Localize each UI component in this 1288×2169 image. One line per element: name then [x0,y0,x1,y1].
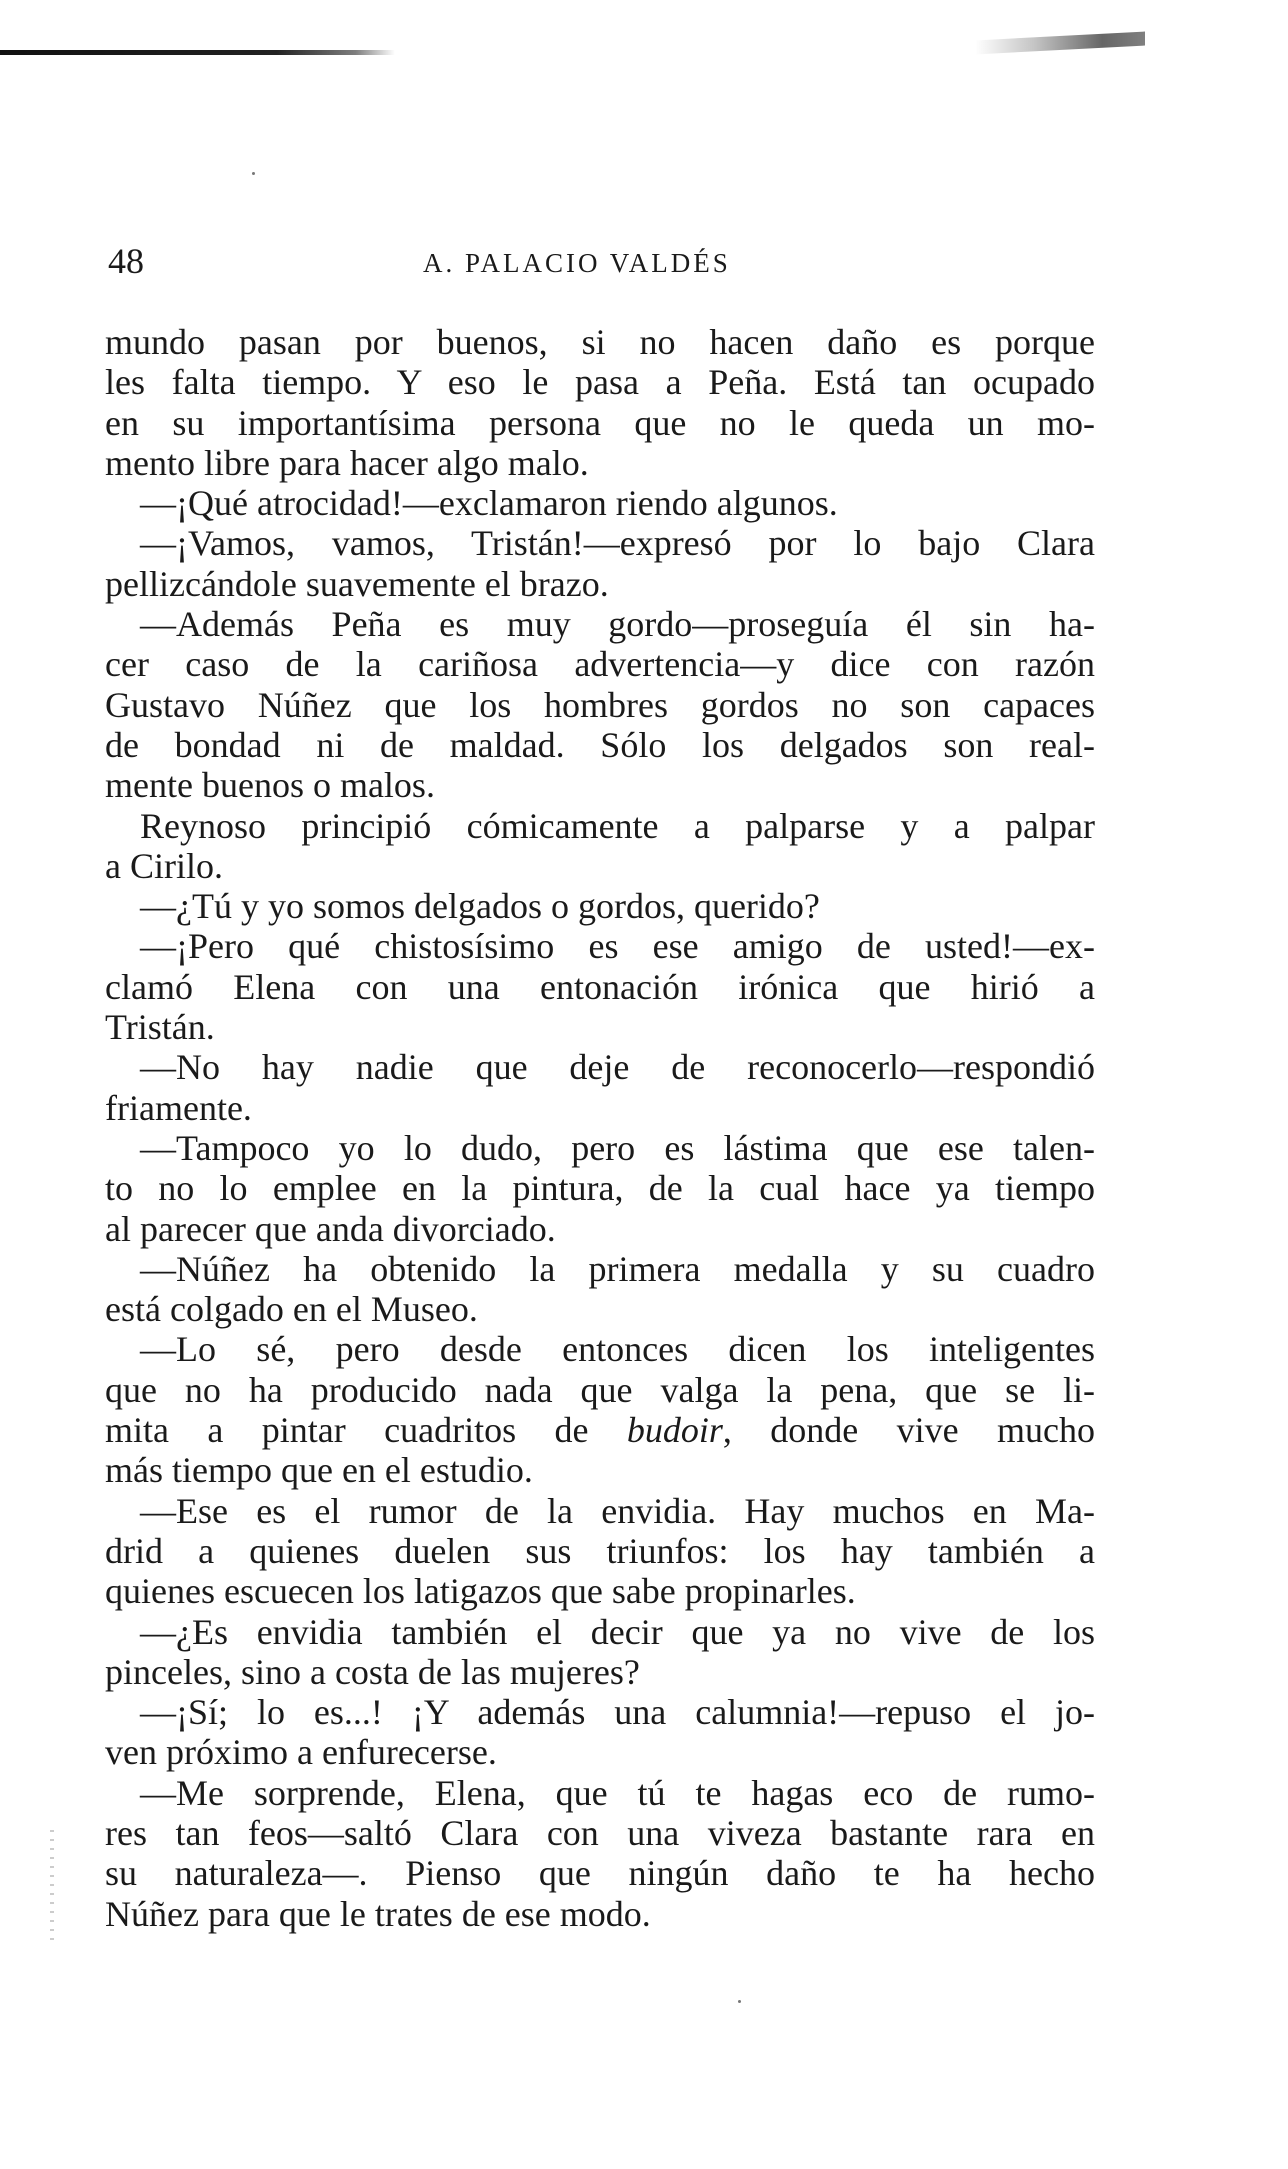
text-line: al parecer que anda divorciado. [105,1208,556,1249]
text-line: —Tampoco yo lo dudo, pero es lástima que ese talen- [140,1127,1095,1168]
text-line: —¡Vamos, vamos, Tristán!—expresó por lo bajo Clara [140,523,1095,564]
text-line: —Me sorprende, Elena, que tú te hagas eco de rumo- [140,1772,1095,1813]
text-line: Núñez para que le trates de ese modo. [105,1893,651,1934]
text-line: —¡Qué atrocidad!—exclamaron riendo algunos. [140,483,838,524]
text-line: pinceles, sino a costa de las mujeres? [105,1651,640,1692]
text-line: to no lo emplee en la pintura, de la cual hace ya tiempo [105,1168,1095,1209]
text-line: Gustavo Núñez que los hombres gordos no son capaces [105,684,1095,725]
text-line: a Cirilo. [105,845,223,886]
text-line: mente buenos o malos. [105,765,435,806]
scan-edge-mark-right [975,32,1145,55]
text-line: cer caso de la cariñosa advertencia—y dice con razón [105,644,1095,685]
text-line: clamó Elena con una entonación irónica que hirió a [105,966,1095,1007]
text-line: su naturaleza—. Pienso que ningún daño te ha hecho [105,1853,1095,1894]
text-line: —¿Tú y yo somos delgados o gordos, querido? [140,886,820,927]
scan-edge-mark-left [0,50,395,55]
running-title: A. PALACIO VALDÉS [423,248,731,278]
text-line: —¡Pero qué chistosísimo es ese amigo de usted!—ex- [140,926,1095,967]
text-line: drid a quienes duelen sus triunfos: los hay también a [105,1530,1095,1571]
page-header [108,236,1108,286]
text-line: —Además Peña es muy gordo—proseguía él sin ha- [140,604,1095,645]
italic-word: budoir [626,1410,723,1451]
page-number: 48 [108,241,144,281]
text-line [105,1410,1095,1450]
margin-specks [50,1830,54,1940]
text-line: res tan feos—saltó Clara con una viveza bastante rara en [105,1812,1095,1853]
text-line: —¿Es envidia también el decir que ya no vive de los [140,1611,1095,1652]
text-line: quienes escuecen los latigazos que sabe propinarles. [105,1571,856,1612]
scan-speck [738,2000,741,2003]
text-line: pellizcándole suavemente el brazo. [105,563,609,604]
text-line-end: , donde vive mucho [722,1410,1095,1451]
text-line: les falta tiempo. Y eso le pasa a Peña. Está tan ocupado [105,362,1095,403]
text-line: mundo pasan por buenos, si no hacen daño es porque [105,322,1095,362]
text-line: mento libre para hacer algo malo. [105,442,589,483]
body-text [105,322,1095,1934]
text-line-start: mita a pintar cuadritos de [105,1410,589,1451]
text-line: que no ha producido nada que valga la pena, que se li- [105,1369,1095,1410]
scan-speck [252,172,255,175]
text-line: —Lo sé, pero desde entonces dicen los inteligentes [140,1329,1095,1370]
text-line: está colgado en el Museo. [105,1289,478,1330]
text-line: Reynoso principió cómicamente a palparse y a palpar [140,805,1095,846]
text-line: más tiempo que en el estudio. [105,1450,533,1491]
text-line: —Ese es el rumor de la envidia. Hay muchos en Ma- [140,1490,1095,1531]
text-line: de bondad ni de maldad. Sólo los delgados son real- [105,724,1095,765]
text-line: —No hay nadie que deje de reconocerlo—respondió [140,1047,1095,1088]
text-line: en su importantísima persona que no le queda un mo- [105,402,1095,443]
text-line: friamente. [105,1087,252,1128]
text-line: ven próximo a enfurecerse. [105,1732,497,1773]
text-line: Tristán. [105,1007,215,1048]
text-line: —¡Sí; lo es...! ¡Y además una calumnia!—repuso el jo- [140,1692,1095,1733]
text-line: —Núñez ha obtenido la primera medalla y su cuadro [140,1248,1095,1289]
